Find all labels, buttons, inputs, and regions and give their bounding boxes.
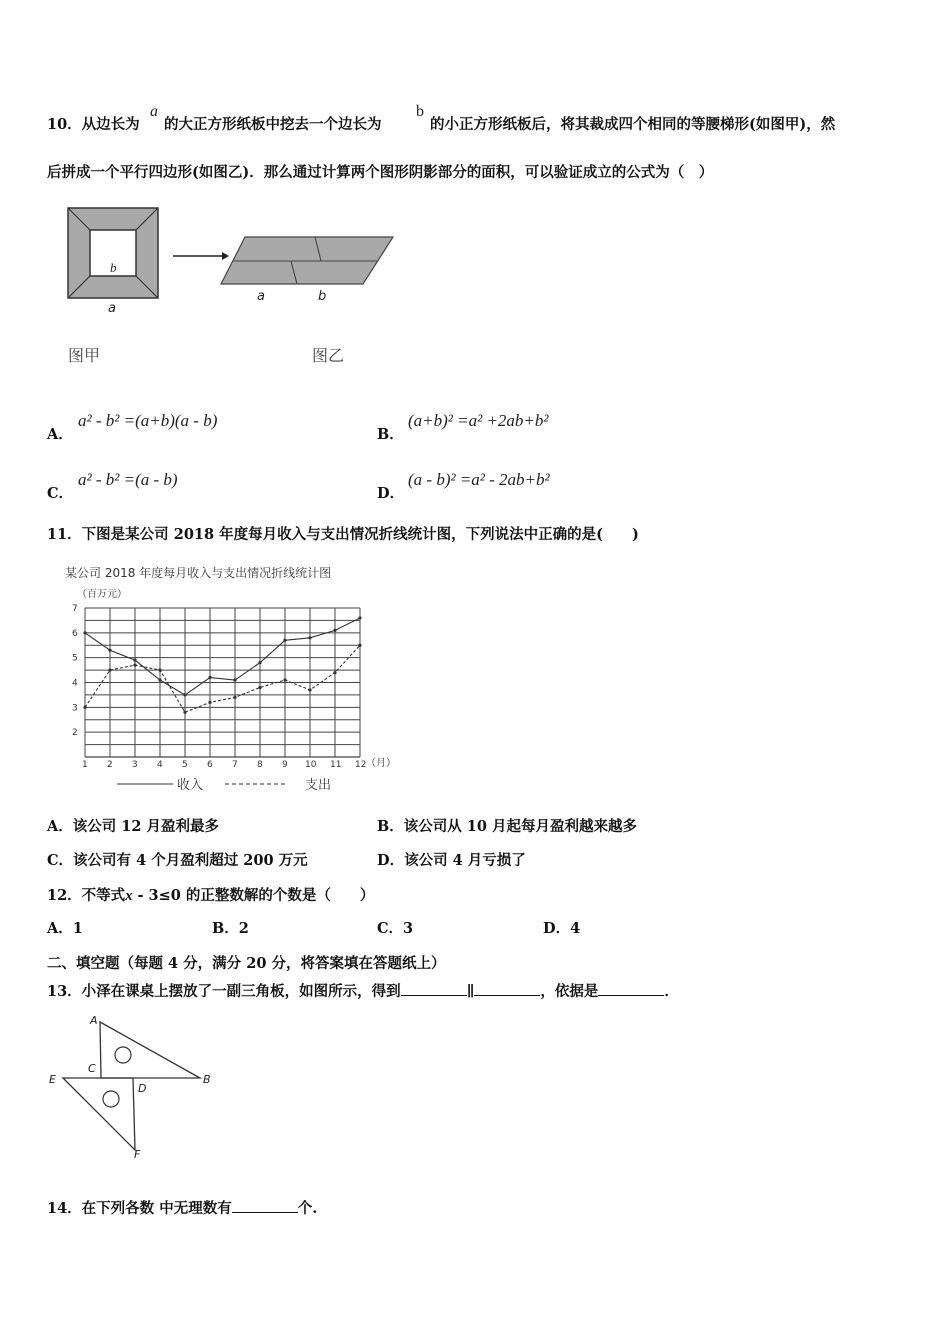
x-tick-label: 6	[207, 760, 213, 770]
yi-label-a: a	[257, 289, 265, 304]
y-tick-label: 6	[72, 628, 78, 639]
triangle-hole-lower	[103, 1091, 119, 1107]
label-e: E	[49, 1073, 56, 1086]
q12-stem-suffix: - 3≤0 的正整数解的个数是（ ）	[132, 887, 375, 904]
data-point	[158, 668, 161, 671]
q12-stem-prefix: 12．不等式	[47, 887, 126, 904]
legend-expense-label: 支出	[305, 778, 332, 793]
jia-label-a: a	[108, 301, 116, 316]
figure-yi-caption: 图乙	[312, 346, 345, 365]
chart-xlabel: （月）	[366, 758, 396, 769]
q13-stem: 13．小泽在课桌上摆放了一副三角板，如图所示，得到	[47, 983, 401, 1000]
data-point	[333, 671, 336, 674]
y-tick-label: 2	[72, 728, 78, 739]
triangle-hole-upper	[115, 1047, 131, 1063]
q12-option-b: B．2	[212, 920, 249, 937]
x-tick-label: 2	[107, 760, 113, 770]
x-tick-label: 1	[82, 760, 88, 770]
y-tick-label: 4	[72, 678, 78, 689]
q10-option-a-label: A．	[47, 426, 73, 443]
y-tick-label: 3	[72, 703, 78, 714]
q10-number: 10．	[47, 116, 82, 133]
q13-parallel-symbol: ∥	[466, 983, 475, 1000]
data-point	[208, 701, 211, 704]
data-point	[83, 631, 86, 634]
data-point	[308, 636, 311, 639]
q11-option-c: C．该公司有 4 个月盈利超过 200 万元	[47, 852, 308, 869]
q10-option-d: (a - b)² =a² - 2ab+b²	[408, 470, 550, 489]
q10-line2: 后拼成一个平行四边形(如图乙)．那么通过计算两个图形阴影部分的面积，可以验证成立的公式为（ ）	[47, 164, 714, 181]
data-point	[133, 664, 136, 667]
q10-option-a: a² - b² =(a+b)(a - b)	[78, 411, 218, 430]
q14-stem: 14．在下列各数 中无理数有	[47, 1200, 232, 1217]
data-point	[358, 644, 361, 647]
chart-series	[83, 616, 361, 714]
x-tick-label: 12	[355, 760, 367, 770]
line-chart	[55, 560, 415, 798]
data-point	[233, 678, 236, 681]
q13-comma-text: ，依据是	[540, 983, 599, 1000]
y-tick-label: 5	[72, 653, 78, 664]
q12-option-a: A．1	[47, 920, 83, 937]
label-c: C	[88, 1062, 96, 1075]
data-point	[258, 686, 261, 689]
x-tick-label: 3	[132, 760, 138, 770]
label-d: D	[138, 1082, 147, 1095]
q14-blank[interactable]	[232, 1200, 298, 1213]
q10-option-c: a² - b² =(a - b)	[78, 470, 178, 489]
y-tick-label: 7	[72, 604, 78, 614]
section-2-heading: 二、填空题（每题 4 分，满分 20 分，将答案填在答题纸上）	[47, 955, 446, 972]
x-tick-label: 5	[182, 760, 188, 770]
data-point	[108, 668, 111, 671]
data-point	[83, 706, 86, 709]
q10-text2: 的大正方形纸板中挖去一个边长为	[164, 116, 382, 133]
triangles-figure	[45, 1010, 225, 1165]
triangle-edf	[63, 1078, 135, 1150]
data-point	[233, 696, 236, 699]
chart-grid	[85, 608, 360, 757]
data-point	[183, 711, 186, 714]
legend-income-label: 收入	[177, 778, 204, 793]
label-f: F	[134, 1148, 141, 1161]
data-point	[333, 629, 336, 632]
data-point	[258, 661, 261, 664]
data-point	[183, 693, 186, 696]
data-point	[158, 678, 161, 681]
yi-label-b: b	[318, 289, 327, 304]
data-point	[108, 649, 111, 652]
q12-variable: x	[125, 888, 133, 904]
q12-option-c: C．3	[377, 920, 414, 937]
data-point	[358, 616, 361, 619]
x-tick-label: 8	[257, 760, 263, 770]
chart-title: 某公司 2018 年度每月收入与支出情况折线统计图	[65, 566, 332, 580]
q13-blank-2[interactable]	[474, 983, 540, 996]
data-point	[283, 678, 286, 681]
x-tick-label: 10	[305, 760, 317, 770]
data-point	[283, 639, 286, 642]
q10-option-b-label: B．	[377, 426, 404, 443]
q14-suffix: 个.	[297, 1200, 318, 1217]
label-a: A	[90, 1014, 98, 1027]
chart-xticks	[82, 760, 366, 770]
q10-var-b: b	[416, 103, 424, 120]
q11-option-a: A．该公司 12 月盈利最多	[47, 818, 220, 835]
q10-line1	[47, 118, 140, 133]
data-point	[208, 676, 211, 679]
q11-stem: 11．下图是某公司 2018 年度每月收入与支出情况折线统计图，下列说法中正确的是( )	[47, 526, 639, 543]
triangle-abc	[100, 1022, 200, 1078]
q11-option-d: D．该公司 4 月亏损了	[377, 852, 526, 869]
x-tick-label: 9	[282, 760, 288, 770]
chart-ylabel: （百万元）	[77, 589, 127, 600]
figure-yi	[215, 228, 400, 308]
q10-text1: 从边长为	[81, 116, 140, 133]
q13-stem-line	[47, 983, 679, 1000]
jia-label-b: b	[110, 260, 117, 275]
q10-option-d-label: D．	[377, 485, 405, 502]
q14-line	[47, 1200, 317, 1217]
q12-stem	[47, 889, 374, 904]
figure-jia-caption: 图甲	[68, 346, 101, 365]
q11-option-b: B．该公司从 10 月起每月盈利越来越多	[377, 818, 638, 835]
x-tick-label: 7	[232, 760, 238, 770]
x-tick-label: 4	[157, 760, 163, 770]
data-point	[308, 688, 311, 691]
q10-text3: 的小正方形纸板后，将其裁成四个相同的等腰梯形(如图甲)，然	[430, 116, 836, 133]
series-line-income	[85, 618, 360, 695]
chart-yticks	[72, 604, 78, 738]
q13-blank-3[interactable]	[598, 983, 664, 996]
q10-var-a: a	[150, 103, 158, 120]
q10-option-c-label: C．	[47, 485, 74, 502]
q13-period: ．	[664, 983, 679, 1000]
x-tick-label: 11	[330, 760, 342, 770]
q12-option-d: D．4	[543, 920, 581, 937]
q13-blank-1[interactable]	[401, 983, 467, 996]
q10-option-b: (a+b)² =a² +2ab+b²	[408, 411, 549, 430]
data-point	[133, 659, 136, 662]
label-b: B	[203, 1073, 211, 1086]
figure-jia	[60, 200, 170, 320]
